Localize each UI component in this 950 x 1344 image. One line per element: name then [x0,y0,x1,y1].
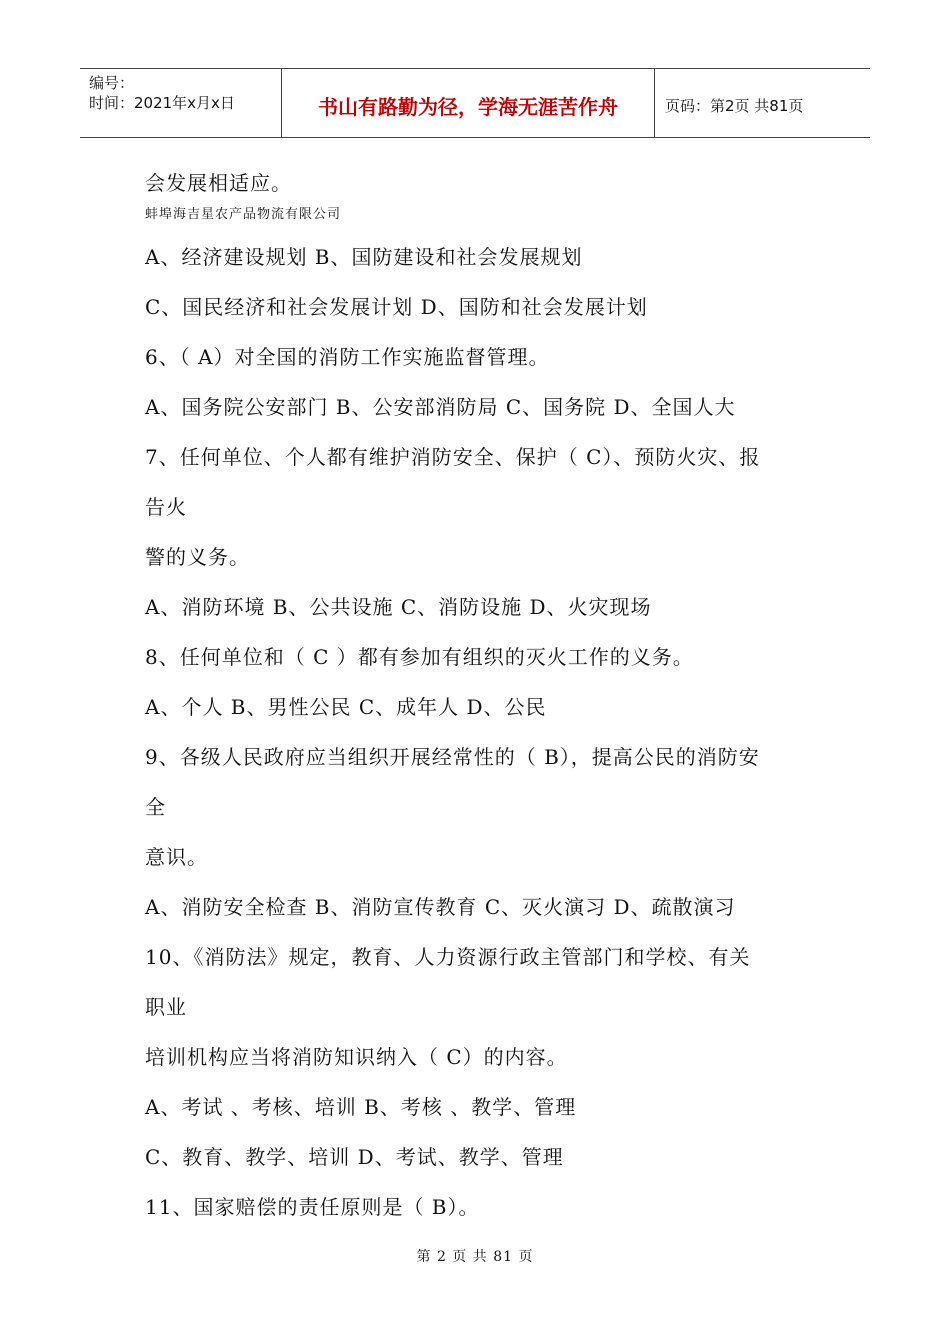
text-line: 意识。 [145,845,208,869]
question-8: 8、任何单位和（ C ）都有参加有组织的灭火工作的义务。 [145,645,694,669]
text-line: C、国民经济和社会发展计划 D、国防和社会发展计划 [145,295,648,319]
question-7: 7、任何单位、个人都有维护消防安全、保护（ C）、预防火灾、报 [145,445,761,469]
question-11: 11、国家赔偿的责任原则是（ B）。 [145,1195,480,1219]
header-page-info: 页码：第2页 共81页 [665,96,804,115]
question-6: 6、（ A）对全国的消防工作实施监督管理。 [145,345,550,369]
page-header [80,68,870,138]
question-9: 9、各级人民政府应当组织开展经常性的（ B），提高公民的消防安 [145,745,760,769]
document-body [145,158,825,1232]
text-line: 告火 [145,495,187,519]
question-10: 10、《消防法》规定，教育、人力资源行政主管部门和学校、有关 [145,945,751,969]
text-line: 全 [145,795,166,819]
text-line: 培训机构应当将消防知识纳入（ C）的内容。 [145,1045,568,1069]
header-meta [80,69,282,137]
company-name: 蚌埠海吉星农产品物流有限公司 [145,207,342,222]
text-line: 职业 [145,995,187,1019]
text-line: C、教育、教学、培训 D、考试、教学、管理 [145,1145,564,1169]
time-label: 时间：2021年x月x日 [89,94,235,112]
serial-label: 编号： [89,74,135,92]
text-line: A、国务院公安部门 B、公安部消防局 C、国务院 D、全国人大 [145,395,736,419]
text-line: A、考试 、考核、培训 B、考核 、教学、管理 [145,1095,577,1119]
header-motto: 书山有路勤为径，学海无涯苦作舟 [282,69,655,137]
text-line: A、消防环境 B、公共设施 C、消防设施 D、火灾现场 [145,595,652,619]
text-line: A、个人 B、男性公民 C、成年人 D、公民 [145,695,547,719]
page-footer: 第 2 页 共 81 页 [416,1249,534,1265]
text-line: 会发展相适应。 [145,171,292,195]
text-line: 警的义务。 [145,545,250,569]
text-line: A、消防安全检查 B、消防宣传教育 C、灭火演习 D、疏散演习 [145,895,736,919]
text-line: A、经济建设规划 B、国防建设和社会发展规划 [145,245,583,269]
